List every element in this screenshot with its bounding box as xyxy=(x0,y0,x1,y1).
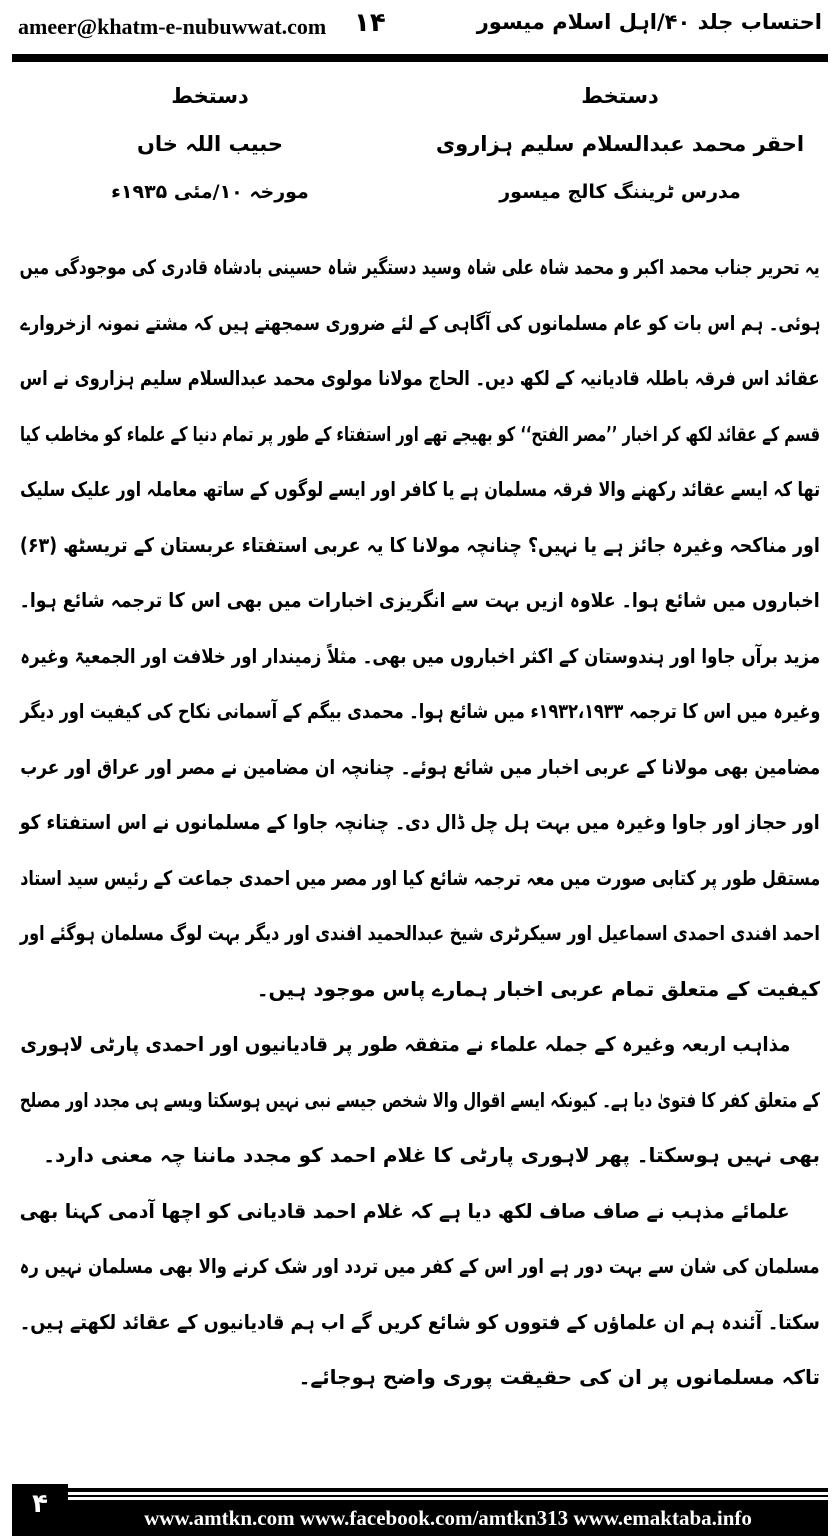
text-line-row xyxy=(20,795,820,851)
footer-page-marker: ۴ xyxy=(12,1484,68,1536)
text-line-row xyxy=(20,1017,820,1073)
text-line: مذاہب اربعہ وغیرہ کے جملہ علماء نے متفقہ طور پر قادیانیوں اور احمدی پارٹی لاہوری xyxy=(19,1032,790,1056)
text-line: اور حجاز اور جاوا وغیرہ میں بہت ہل چل ڈال دی۔ چنانچہ جاوا کے مسلمانوں نے اس استفتاء کو xyxy=(20,810,820,834)
signatory-name: احقر محمد عبدالسلام سلیم ہزاروی xyxy=(435,132,805,156)
text-line-row xyxy=(20,351,820,407)
text-line: احمد افندی احمدی اسماعیل اور سیکرٹری شیخ عبدالحمید افندی اور دیگر بہت لوگ مسلمان ہوگئے اور xyxy=(19,921,820,945)
text-line: اور مناکحہ وغیرہ جائز ہے یا نہیں؟ چنانچہ مولانا کا یہ عربی استفتاء عربستان کے تریسٹھ (۶۳) xyxy=(19,532,821,557)
text-line-row xyxy=(20,906,820,962)
text-line: مستقل طور پر کتابی صورت میں معہ ترجمہ شائع کیا اور مصر میں احمدی جماعت کے رئیس سید استاد xyxy=(20,865,820,890)
text-line: تھا کہ ایسے عقائد رکھنے والا فرقہ مسلمان ہے یا کافر اور ایسے لوگوں کے ساتھ معاملہ اور علیک سلیک xyxy=(20,477,820,501)
page-number: ۱۴ xyxy=(354,8,386,38)
text-line-row xyxy=(20,1184,820,1240)
text-line: مسلمان کی شان سے بہت دور ہے اور اس کے کفر میں تردد اور شک کرنے والا بھی مسلمان نہیں رہ xyxy=(19,1254,820,1278)
text-line-row xyxy=(20,851,820,907)
footer-rule xyxy=(68,1488,828,1492)
text-line: مضامین بھی مولانا کے عربی اخبار میں شائع ہوئے۔ چنانچہ ان مضامین نے مصر اور عراق اور عرب xyxy=(20,754,820,779)
text-line-row xyxy=(20,684,820,740)
signatory-name-row xyxy=(20,120,400,168)
signature-label-row xyxy=(420,72,820,120)
header-email: ameer@khatm-e-nubuwwat.com xyxy=(18,14,327,39)
signature-date-row xyxy=(20,168,400,216)
text-line: سکتا۔ آئندہ ہم ان علماؤں کے فتووں کو شائع کریں گے اب ہم قادیانیوں کے عقائد لکھتے ہیں۔ xyxy=(19,1309,820,1334)
signatory-name-row xyxy=(420,120,820,168)
text-line: تاکہ مسلمانوں پر ان کی حقیقت پوری واضح ہوجائے۔ xyxy=(298,1365,820,1389)
text-line-row xyxy=(20,407,820,463)
text-line: وغیرہ میں اس کا ترجمہ ۱۹۳۲،۱۹۳۳ء میں شائع ہوا۔ محمدی بیگم کے آسمانی نکاح کی کیفیت اور دیگر xyxy=(20,699,820,723)
text-line-row xyxy=(20,462,820,518)
signature-label-row xyxy=(20,72,400,120)
text-line-row xyxy=(20,240,820,296)
footer-rule-thin xyxy=(68,1495,828,1497)
text-line-row xyxy=(20,1350,820,1406)
text-line-row xyxy=(20,1239,820,1295)
signatory-detail: مدرس ٹریننگ کالج میسور xyxy=(499,181,741,203)
signature-label: دستخط xyxy=(171,84,249,108)
text-line: مزید برآں جاوا اور ہندوستان کے اکثر اخباروں میں بھی۔ مثلاً زمیندار اور خلافت اور الجمعیۃ وغیرہ xyxy=(20,643,820,668)
text-line: اخباروں میں شائع ہوا۔ علاوہ ازیں بہت سے انگریزی اخبارات میں بھی اس کا ترجمہ شائع ہوا۔ xyxy=(20,588,820,612)
text-line-row xyxy=(20,629,820,685)
text-line: علمائے مذہب نے صاف صاف لکھ دیا ہے کہ غلام احمد قادیانی کو اچھا آدمی کہنا بھی xyxy=(19,1198,790,1223)
text-line-row xyxy=(20,962,820,1018)
signatory-detail-row xyxy=(420,168,820,216)
text-line-row xyxy=(20,573,820,629)
body-text xyxy=(20,240,820,1406)
signature-date: مورخہ ۱۰/مئی ۱۹۳۵ء xyxy=(111,181,309,203)
signature-right xyxy=(420,72,820,216)
text-line: عقائد اس فرقہ باطلہ قادیانیہ کے لکھ دیں۔ الحاج مولانا مولوی محمد عبدالسلام سلیم ہزاروی نے اس xyxy=(20,366,820,390)
text-line-row xyxy=(20,518,820,574)
text-line: یہ تحریر جناب محمد اکبر و محمد شاہ علی شاہ وسید دستگیر شاہ حسینی بادشاہ قادری کی موجودگی میں xyxy=(19,255,820,279)
footer-links: www.amtkn.com www.facebook.com/amtkn313 www.emaktaba.info xyxy=(68,1500,828,1536)
signature-block xyxy=(0,72,840,242)
page-header xyxy=(14,8,826,48)
text-line-row xyxy=(20,1128,820,1184)
text-line-row xyxy=(20,296,820,352)
signatory-name: حبیب اللہ خاں xyxy=(136,132,284,156)
text-line-row xyxy=(20,740,820,796)
text-line: کیفیت کے متعلق تمام عربی اخبار ہمارے پاس موجود ہیں۔ xyxy=(256,976,820,1001)
running-title: احتساب جلد ۴۰/اہل اسلام میسور xyxy=(476,10,822,34)
text-line: ہوئی۔ ہم اس بات کو عام مسلمانوں کی آگاہی کے لئے ضروری سمجھتے ہیں کہ مشتے نمونہ ازخروارے xyxy=(19,310,820,335)
header-rule xyxy=(12,54,828,62)
signature-label: دستخط xyxy=(581,84,659,108)
signature-left xyxy=(20,72,400,216)
text-line-row xyxy=(20,1073,820,1129)
text-line: قسم کے عقائد لکھ کر اخبار ’’مصر الفتح‘‘ کو بھیجے تھے اور استفتاء کے طور پر تمام دنیا کے علماء کو مخاطب کیا xyxy=(19,421,820,446)
text-line: کے متعلق کفر کا فتویٰ دیا ہے۔ کیونکہ ایسے اقوال والا شخص جیسے نبی نہیں ہوسکتا ویسے ہی مجدد اور مصلح xyxy=(19,1087,820,1112)
text-line: بھی نہیں ہوسکتا۔ پھر لاہوری پارٹی کا غلام احمد کو مجدد ماننا چہ معنی دارد۔ xyxy=(43,1143,820,1167)
text-line-row xyxy=(20,1295,820,1351)
